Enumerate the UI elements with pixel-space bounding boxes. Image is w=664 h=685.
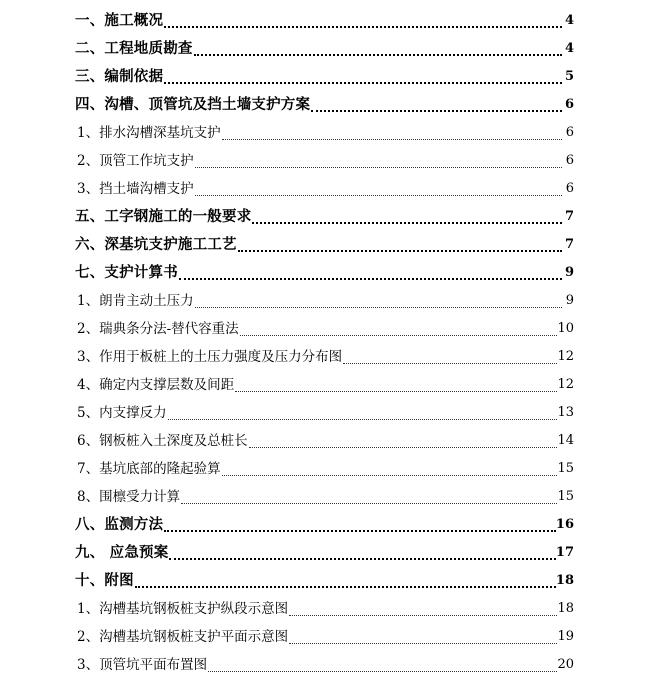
toc-entry[interactable] — [0, 258, 664, 286]
toc-dot-leader — [194, 54, 562, 56]
toc-entry[interactable] — [0, 6, 664, 34]
toc-entry-page-number: 6 — [565, 181, 574, 196]
toc-entry-page-number: 9 — [564, 265, 574, 280]
toc-entry[interactable] — [0, 398, 664, 426]
toc-dot-leader — [179, 278, 562, 280]
toc-entry-title: 1、沟槽基坑钢板桩支护纵段示意图 — [77, 601, 289, 617]
toc-entry[interactable] — [0, 118, 664, 146]
toc-dot-leader — [195, 195, 562, 196]
toc-entry[interactable] — [0, 286, 664, 314]
toc-entry[interactable] — [0, 314, 664, 342]
toc-entry-title: 1、排水沟槽深基坑支护 — [77, 125, 221, 141]
toc-dot-leader — [195, 307, 562, 308]
toc-entry[interactable] — [0, 174, 664, 202]
toc-entry[interactable] — [0, 622, 664, 650]
toc-entry[interactable] — [0, 594, 664, 622]
toc-entry-page-number: 16 — [555, 517, 574, 532]
toc-entry[interactable] — [0, 566, 664, 594]
toc-entry-title: 二、工程地质勘查 — [75, 40, 193, 57]
toc-dot-leader — [222, 475, 557, 476]
toc-entry-title: 2、顶管工作坑支护 — [77, 153, 194, 169]
toc-entry[interactable] — [0, 342, 664, 370]
toc-dot-leader — [164, 26, 562, 28]
toc-entry-title: 一、施工概况 — [75, 12, 164, 29]
toc-dot-leader — [135, 586, 556, 588]
toc-dot-leader — [343, 363, 557, 364]
toc-entry[interactable] — [0, 202, 664, 230]
toc-entry[interactable] — [0, 538, 664, 566]
toc-entry[interactable] — [0, 454, 664, 482]
toc-entry-page-number: 4 — [564, 13, 574, 28]
toc-dot-leader — [169, 558, 556, 560]
toc-entry-title: 7、基坑底部的隆起验算 — [77, 461, 221, 477]
toc-dot-leader — [208, 671, 557, 672]
toc-entry[interactable] — [0, 34, 664, 62]
toc-entry[interactable] — [0, 230, 664, 258]
toc-entry-page-number: 6 — [565, 125, 574, 140]
toc-entry-page-number: 12 — [557, 349, 574, 364]
toc-entry-title: 6、钢板桩入土深度及总桩长 — [77, 433, 248, 449]
toc-dot-leader — [311, 110, 562, 112]
toc-entry-page-number: 13 — [557, 405, 574, 420]
toc-entry-title: 2、瑞典条分法-替代容重法 — [77, 321, 239, 337]
toc-entry-page-number: 17 — [555, 545, 574, 560]
toc-dot-leader — [222, 139, 562, 140]
toc-entry-title: 1、朗肯主动土压力 — [77, 293, 194, 309]
toc-entry[interactable] — [0, 146, 664, 174]
toc-entry-title: 六、深基坑支护施工工艺 — [75, 236, 237, 253]
toc-dot-leader — [235, 391, 557, 392]
toc-entry[interactable] — [0, 62, 664, 90]
toc-entry-page-number: 4 — [564, 41, 574, 56]
toc-dot-leader — [289, 615, 557, 616]
toc-entry-title: 九、 应急预案 — [75, 544, 169, 561]
toc-entry-title: 七、支护计算书 — [75, 264, 178, 281]
toc-entry-page-number: 20 — [557, 657, 574, 672]
toc-entry-page-number: 18 — [555, 573, 574, 588]
toc-entry-title: 4、确定内支撑层数及间距 — [77, 377, 235, 393]
toc-entry[interactable] — [0, 510, 664, 538]
toc-dot-leader — [252, 222, 562, 224]
toc-entry-page-number: 7 — [564, 209, 574, 224]
toc-entry-page-number: 7 — [564, 237, 574, 252]
toc-entry-title: 八、监测方法 — [75, 516, 164, 533]
toc-entry-title: 五、工字钢施工的一般要求 — [75, 208, 252, 225]
toc-entry-title: 三、编制依据 — [75, 68, 164, 85]
toc-dot-leader — [164, 82, 562, 84]
toc-entry-title: 3、作用于板桩上的土压力强度及压力分布图 — [77, 349, 343, 365]
toc-dot-leader — [164, 530, 556, 532]
toc-entry[interactable] — [0, 426, 664, 454]
toc-entry-page-number: 12 — [557, 377, 574, 392]
toc-entry-page-number: 5 — [564, 69, 574, 84]
toc-entry-title: 2、沟槽基坑钢板桩支护平面示意图 — [77, 629, 289, 645]
toc-dot-leader — [249, 447, 557, 448]
toc-entry[interactable] — [0, 482, 664, 510]
toc-entry[interactable] — [0, 370, 664, 398]
toc-entry-page-number: 6 — [565, 153, 574, 168]
toc-entry-title: 3、挡土墙沟槽支护 — [77, 181, 194, 197]
toc-entry-page-number: 19 — [557, 629, 574, 644]
toc-entry-page-number: 15 — [557, 489, 574, 504]
toc-dot-leader — [289, 643, 557, 644]
toc-entry-title: 5、内支撑反力 — [77, 405, 167, 421]
toc-dot-leader — [195, 167, 562, 168]
toc-dot-leader — [240, 335, 557, 336]
toc-dot-leader — [238, 250, 562, 252]
toc-entry[interactable] — [0, 650, 664, 678]
toc-entry[interactable] — [0, 90, 664, 118]
toc-entry-page-number: 6 — [564, 97, 574, 112]
toc-entry-page-number: 9 — [565, 293, 574, 308]
toc-entry-page-number: 18 — [557, 601, 574, 616]
toc-dot-leader — [181, 503, 557, 504]
toc-entry-title: 3、顶管坑平面布置图 — [77, 657, 208, 673]
toc-entry-page-number: 10 — [557, 321, 574, 336]
toc-entry-title: 十、附图 — [75, 572, 134, 589]
toc-entry-title: 8、围檩受力计算 — [77, 489, 181, 505]
toc-entry-page-number: 15 — [557, 461, 574, 476]
toc-entry-title: 四、沟槽、顶管坑及挡土墙支护方案 — [75, 96, 311, 113]
toc-dot-leader — [168, 419, 557, 420]
toc-entry-page-number: 14 — [557, 433, 574, 448]
